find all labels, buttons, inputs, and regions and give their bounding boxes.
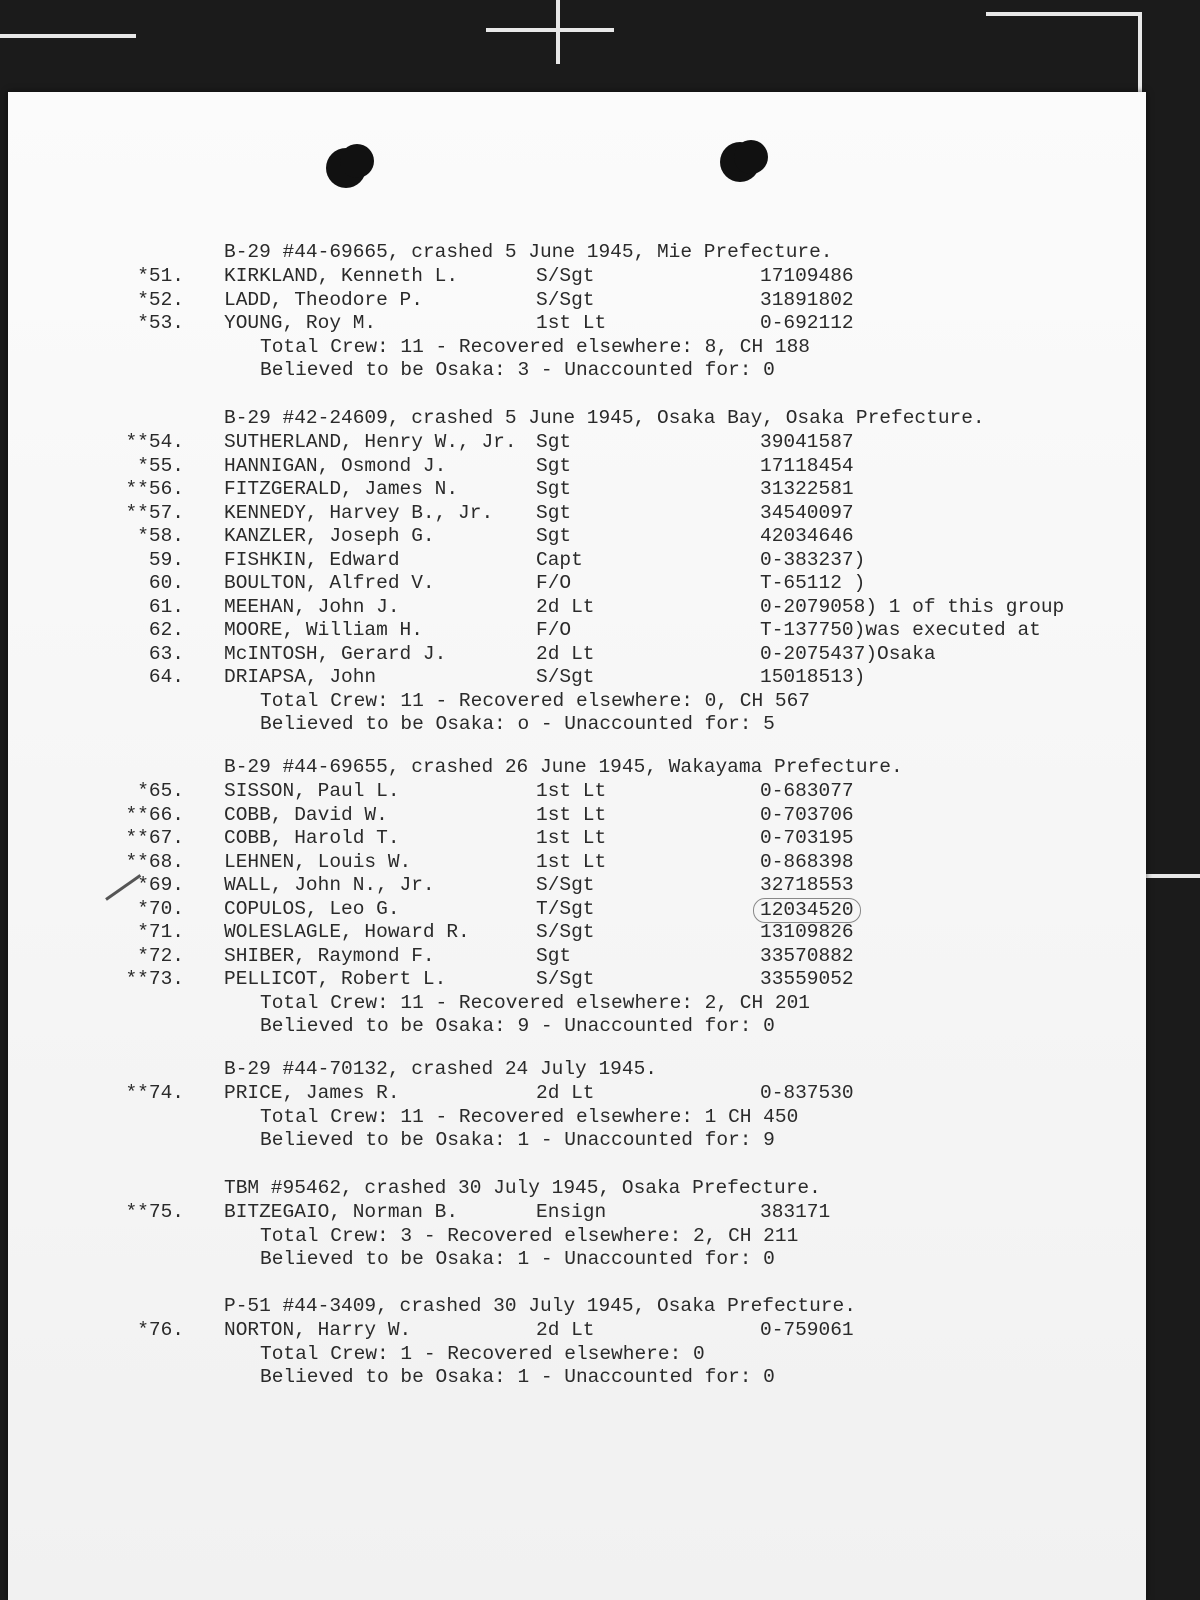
crew-rank: S/Sgt bbox=[536, 874, 595, 896]
crew-serial: 33570882 bbox=[760, 944, 854, 967]
total-crew-line: Total Crew: 11 - Recovered elsewhere: 0, CH 567 bbox=[260, 689, 810, 712]
crew-number: *69. bbox=[137, 874, 184, 896]
crew-name: SHIBER, Raymond F. bbox=[224, 944, 435, 967]
crew-row bbox=[8, 874, 1146, 898]
total-crew-line: Total Crew: 11 - Recovered elsewhere: 8, CH 188 bbox=[260, 335, 810, 358]
crew-serial: T-65112 ) bbox=[760, 572, 866, 594]
crew-number: **67. bbox=[125, 827, 184, 849]
crop-mark-top-center-v bbox=[556, 0, 560, 64]
crew-row bbox=[8, 643, 1146, 667]
crew-number: 60. bbox=[148, 572, 184, 594]
crew-name: YOUNG, Roy M. bbox=[224, 312, 377, 334]
crew-number: *71. bbox=[137, 921, 184, 943]
crew-name: SUTHERLAND, Henry W., Jr. bbox=[224, 431, 517, 453]
crew-row bbox=[8, 804, 1146, 828]
crew-number: **75. bbox=[125, 1201, 184, 1223]
crew-serial: T-137750)was executed at bbox=[760, 619, 1041, 641]
crew-rank: F/O bbox=[536, 619, 572, 641]
crew-name: BOULTON, Alfred V. bbox=[224, 572, 435, 594]
crew-number: *70. bbox=[137, 897, 184, 920]
crew-rank: 1st Lt bbox=[536, 827, 607, 849]
crop-mark-top-center-h bbox=[486, 28, 614, 32]
crew-row bbox=[8, 596, 1146, 620]
crew-row bbox=[8, 1319, 1146, 1343]
crew-rank: Sgt bbox=[536, 478, 572, 500]
total-crew-line: Total Crew: 1 - Recovered elsewhere: 0 bbox=[260, 1342, 705, 1365]
punch-hole-left-b bbox=[340, 144, 374, 178]
crew-name: DRIAPSA, John bbox=[224, 666, 377, 688]
crew-rank: Sgt bbox=[536, 454, 572, 477]
crew-serial: 0-692112 bbox=[760, 312, 854, 334]
crew-number: *65. bbox=[137, 780, 184, 802]
crew-number: **73. bbox=[125, 968, 184, 990]
crew-rank: 2d Lt bbox=[536, 1319, 595, 1341]
crew-rank: 2d Lt bbox=[536, 642, 595, 665]
crew-number: **56. bbox=[125, 478, 184, 500]
crew-number: *72. bbox=[137, 944, 184, 967]
osaka-line: Believed to be Osaka: 3 - Unaccounted for: 0 bbox=[260, 359, 775, 381]
crew-rank: Capt bbox=[536, 548, 583, 571]
crew-name: COBB, Harold T. bbox=[224, 827, 400, 849]
crew-rank: F/O bbox=[536, 572, 572, 594]
crew-rank: S/Sgt bbox=[536, 968, 595, 990]
crew-serial: 17109486 bbox=[760, 265, 854, 287]
crew-number: *55. bbox=[137, 454, 184, 477]
crew-serial: 31891802 bbox=[760, 288, 854, 311]
crew-row bbox=[8, 827, 1146, 851]
osaka-line: Believed to be Osaka: 1 - Unaccounted for: 0 bbox=[260, 1366, 775, 1388]
crew-number: *51. bbox=[137, 265, 184, 287]
crew-rank: Sgt bbox=[536, 944, 572, 967]
crew-serial: 34540097 bbox=[760, 501, 854, 524]
crew-name: NORTON, Harry W. bbox=[224, 1319, 412, 1341]
crew-number: **66. bbox=[125, 803, 184, 826]
osaka-line: Believed to be Osaka: 9 - Unaccounted for: 0 bbox=[260, 1015, 775, 1037]
total-crew-line: Total Crew: 11 - Recovered elsewhere: 1 CH 450 bbox=[260, 1105, 799, 1128]
crop-mark-top-right-h bbox=[986, 12, 1142, 16]
document-page bbox=[8, 92, 1146, 1600]
crew-rank: 1st Lt bbox=[536, 803, 607, 826]
crew-serial: 12034520 bbox=[753, 898, 861, 924]
crew-serial: 383171 bbox=[760, 1201, 831, 1223]
crew-row bbox=[8, 780, 1146, 804]
crash-title: TBM #95462, crashed 30 July 1945, Osaka Prefecture. bbox=[224, 1177, 821, 1199]
crew-rank: Sgt bbox=[536, 501, 572, 524]
crew-row bbox=[8, 525, 1146, 549]
crew-serial: 42034646 bbox=[760, 525, 854, 547]
crew-name: FISHKIN, Edward bbox=[224, 548, 400, 571]
crew-row bbox=[8, 572, 1146, 596]
crew-rank: 1st Lt bbox=[536, 780, 607, 802]
crash-title: B-29 #44-69665, crashed 5 June 1945, Mie Prefecture. bbox=[224, 241, 833, 263]
crew-row bbox=[8, 1201, 1146, 1225]
crew-serial: 0-759061 bbox=[760, 1319, 854, 1341]
crew-number: *58. bbox=[137, 525, 184, 547]
crew-serial: 17118454 bbox=[760, 454, 854, 477]
crew-row bbox=[8, 455, 1146, 479]
crew-name: FITZGERALD, James N. bbox=[224, 478, 459, 500]
crew-serial: 0-868398 bbox=[760, 850, 854, 873]
crew-serial: 39041587 bbox=[760, 431, 854, 453]
crew-serial: 32718553 bbox=[760, 874, 854, 896]
crew-serial: 0-703195 bbox=[760, 827, 854, 849]
crew-serial: 33559052 bbox=[760, 968, 854, 990]
crash-title: B-29 #42-24609, crashed 5 June 1945, Osaka Bay, Osaka Prefecture. bbox=[224, 407, 985, 429]
crew-number: *53. bbox=[137, 312, 184, 334]
total-crew-line: Total Crew: 3 - Recovered elsewhere: 2, CH 211 bbox=[260, 1224, 799, 1247]
crew-row bbox=[8, 502, 1146, 526]
crew-row bbox=[8, 898, 1146, 922]
crew-serial: 0-683077 bbox=[760, 780, 854, 802]
crew-name: BITZEGAIO, Norman B. bbox=[224, 1201, 459, 1223]
crew-number: **74. bbox=[125, 1082, 184, 1104]
total-crew-line: Total Crew: 11 - Recovered elsewhere: 2, CH 201 bbox=[260, 991, 810, 1014]
crew-number: *76. bbox=[137, 1319, 184, 1341]
osaka-line: Believed to be Osaka: 1 - Unaccounted for: 0 bbox=[260, 1248, 775, 1270]
crew-rank: S/Sgt bbox=[536, 265, 595, 287]
crew-row bbox=[8, 945, 1146, 969]
crew-number: 61. bbox=[148, 595, 184, 618]
crew-row bbox=[8, 851, 1146, 875]
crew-row bbox=[8, 265, 1146, 289]
crash-title: B-29 #44-69655, crashed 26 June 1945, Wakayama Prefecture. bbox=[224, 756, 903, 778]
crew-name: PRICE, James R. bbox=[224, 1082, 400, 1104]
crew-name: SISSON, Paul L. bbox=[224, 780, 400, 802]
crew-number: 59. bbox=[148, 548, 184, 571]
crew-row bbox=[8, 1082, 1146, 1106]
crew-name: COPULOS, Leo G. bbox=[224, 897, 400, 920]
crew-name: McINTOSH, Gerard J. bbox=[224, 642, 447, 665]
crew-number: **68. bbox=[125, 850, 184, 873]
crew-serial: 0-837530 bbox=[760, 1082, 854, 1104]
crew-name: LADD, Theodore P. bbox=[224, 288, 423, 311]
crew-rank: Sgt bbox=[536, 525, 572, 547]
crew-row bbox=[8, 478, 1146, 502]
crew-name: KENNEDY, Harvey B., Jr. bbox=[224, 501, 494, 524]
crew-name: MEEHAN, John J. bbox=[224, 595, 400, 618]
crew-rank: Ensign bbox=[536, 1201, 607, 1223]
crop-mark-top-right-v bbox=[1138, 12, 1142, 92]
crew-serial: 0-2079058) 1 of this group bbox=[760, 595, 1065, 618]
crew-name: KANZLER, Joseph G. bbox=[224, 525, 435, 547]
crew-rank: 2d Lt bbox=[536, 595, 595, 618]
crew-rank: Sgt bbox=[536, 431, 572, 453]
crew-rank: S/Sgt bbox=[536, 921, 595, 943]
crew-number: *52. bbox=[137, 288, 184, 311]
osaka-line: Believed to be Osaka: 1 - Unaccounted for: 9 bbox=[260, 1129, 775, 1151]
crew-number: 64. bbox=[148, 666, 184, 688]
crew-name: HANNIGAN, Osmond J. bbox=[224, 454, 447, 477]
crew-rank: S/Sgt bbox=[536, 288, 595, 311]
crew-row bbox=[8, 666, 1146, 690]
crew-rank: S/Sgt bbox=[536, 666, 595, 688]
crash-title: B-29 #44-70132, crashed 24 July 1945. bbox=[224, 1058, 657, 1080]
crop-mark-top-left bbox=[0, 34, 136, 38]
crew-number: 63. bbox=[148, 642, 184, 665]
crew-serial: 0-2075437)Osaka bbox=[760, 642, 936, 665]
crew-name: LEHNEN, Louis W. bbox=[224, 850, 412, 873]
crew-name: WOLESLAGLE, Howard R. bbox=[224, 921, 470, 943]
osaka-line: Believed to be Osaka: o - Unaccounted for: 5 bbox=[260, 713, 775, 735]
crew-serial: 31322581 bbox=[760, 478, 854, 500]
crew-rank: T/Sgt bbox=[536, 897, 595, 920]
crew-name: KIRKLAND, Kenneth L. bbox=[224, 265, 459, 287]
crew-rank: 1st Lt bbox=[536, 850, 607, 873]
crew-name: MOORE, William H. bbox=[224, 619, 423, 641]
crew-rank: 1st Lt bbox=[536, 312, 607, 334]
crew-serial: 13109826 bbox=[760, 921, 854, 943]
crew-row bbox=[8, 312, 1146, 336]
crew-row bbox=[8, 289, 1146, 313]
crew-rank: 2d Lt bbox=[536, 1082, 595, 1104]
crew-name: PELLICOT, Robert L. bbox=[224, 968, 447, 990]
crew-row bbox=[8, 431, 1146, 455]
crew-row bbox=[8, 549, 1146, 573]
crew-row bbox=[8, 921, 1146, 945]
crew-number: **57. bbox=[125, 501, 184, 524]
crash-title: P-51 #44-3409, crashed 30 July 1945, Osaka Prefecture. bbox=[224, 1295, 856, 1317]
crew-name: WALL, John N., Jr. bbox=[224, 874, 435, 896]
crew-row bbox=[8, 968, 1146, 992]
crew-serial: 15018513) bbox=[760, 666, 866, 688]
punch-hole-right-b bbox=[734, 140, 768, 174]
crew-number: 62. bbox=[148, 619, 184, 641]
crew-name: COBB, David W. bbox=[224, 803, 388, 826]
crew-serial: 0-383237) bbox=[760, 548, 866, 571]
crew-row bbox=[8, 619, 1146, 643]
crew-serial: 0-703706 bbox=[760, 803, 854, 826]
crew-number: **54. bbox=[125, 431, 184, 453]
